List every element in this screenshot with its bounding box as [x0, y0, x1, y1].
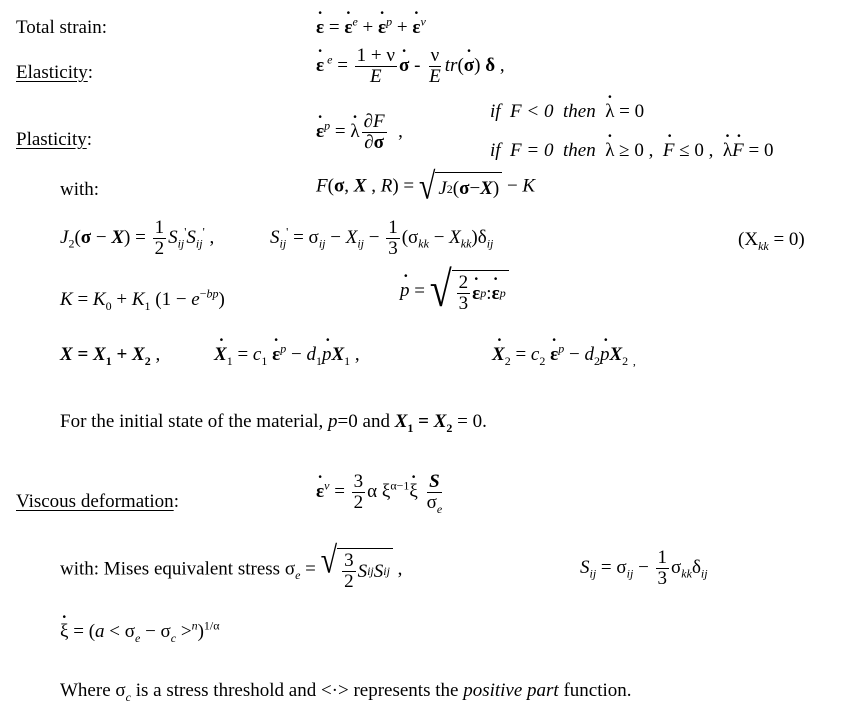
- plasticity-condition-2: if F = 0 then ˙ λ ≥ 0 , ˙ F ≤ 0 , ˙ λ˙ F = 0: [490, 141, 773, 160]
- total-strain-equation: ˙ ε = ˙ $\varepsilon^e$ + ˙ $\varepsilon^p$ + ˙ $\varepsilon^v$: [316, 18, 426, 37]
- yield-function-equation: F(σ, X , R) = √ J 2 ( σ − X ) − K: [316, 165, 536, 207]
- xi-equation: ˙ $\xi = (a < \sigma_e - \sigma_c >^n)^{1/\alpha}$: [60, 622, 220, 641]
- where-sentence: Where $\sigma_c$ is a stress threshold and <·> represents the positive part function.: [60, 680, 632, 704]
- viscous-equation: ˙ $\varepsilon^v$ = $\frac{3}{2}$ α $\xi^{\alpha-1}˙$ ξ $\frac{S}{\sigma_e}$: [316, 472, 446, 513]
- x1-evolution-equation: ˙ $X_1 = c_1$ ˙ $\varepsilon^p$ − $d_1˙$ $pX_1$ ,: [214, 345, 360, 364]
- plasticity-label: Plasticity:: [16, 129, 93, 150]
- initial-state-sentence: For the initial state of the material, p=0 and $X_1 = X_2 = 0$.: [60, 411, 487, 435]
- with-label: with:: [60, 179, 100, 200]
- cumulated-plastic-strain-equation: ˙ p = √ $\frac{2}{3}$ ˙ ε p : ˙ ε p: [400, 270, 509, 314]
- total-strain-label: Total strain:: [16, 17, 108, 38]
- j2-equation: $J_2(\sigma - X)$ = $\frac{1}{2}$ $S_{ij}'S_{ij}'$ ,: [60, 217, 215, 259]
- stress-deviator-equation: $S_{ij} = \sigma_{ij}$ − $\frac{1}{3}$ $\sigma_{kk}\delta_{ij}$: [580, 547, 708, 589]
- viscous-deformation-label: Viscous deformation:: [16, 491, 179, 512]
- plasticity-equation: ˙ $\varepsilon^p$ = ˙ λ $\frac{\partial F}{\partial\sigma}$ ,: [316, 112, 403, 153]
- deviator-equation: $S_{ij}' = \sigma_{ij} - X_{ij}$ − $\frac{1}{3}$ $(\sigma_{kk} - X_{kk})\delta_{ij}$: [270, 217, 494, 259]
- plasticity-condition-1: if F < 0 then ˙ λ = 0: [490, 102, 644, 121]
- mises-stress-equation: with: Mises equivalent stress $\sigma_e$ = √ $\frac{3}{2}$ S ij S ij ,: [60, 540, 403, 592]
- elasticity-label: Elasticity:: [16, 62, 94, 83]
- x2-evolution-equation: ˙ $X_2 = c_2$ ˙ $\varepsilon^p$ − $d_2˙$ $pX_2$ $_,$: [492, 345, 636, 364]
- kinematic-hardening-equation: $X = X_1 + X_2$ ,: [60, 344, 161, 368]
- isotropic-hardening-equation: $K = K_0 + K_1$ $(1 - e^{-bp})$: [60, 286, 225, 313]
- elasticity-equation: ˙ ε $^e$ = $\frac{1 + \nu}{E}$ ˙ σ - $\frac{\nu}{E}$ tr(˙ σ) δ ,: [316, 46, 505, 87]
- kk-condition: $(X_{kk} = 0)$: [738, 229, 805, 253]
